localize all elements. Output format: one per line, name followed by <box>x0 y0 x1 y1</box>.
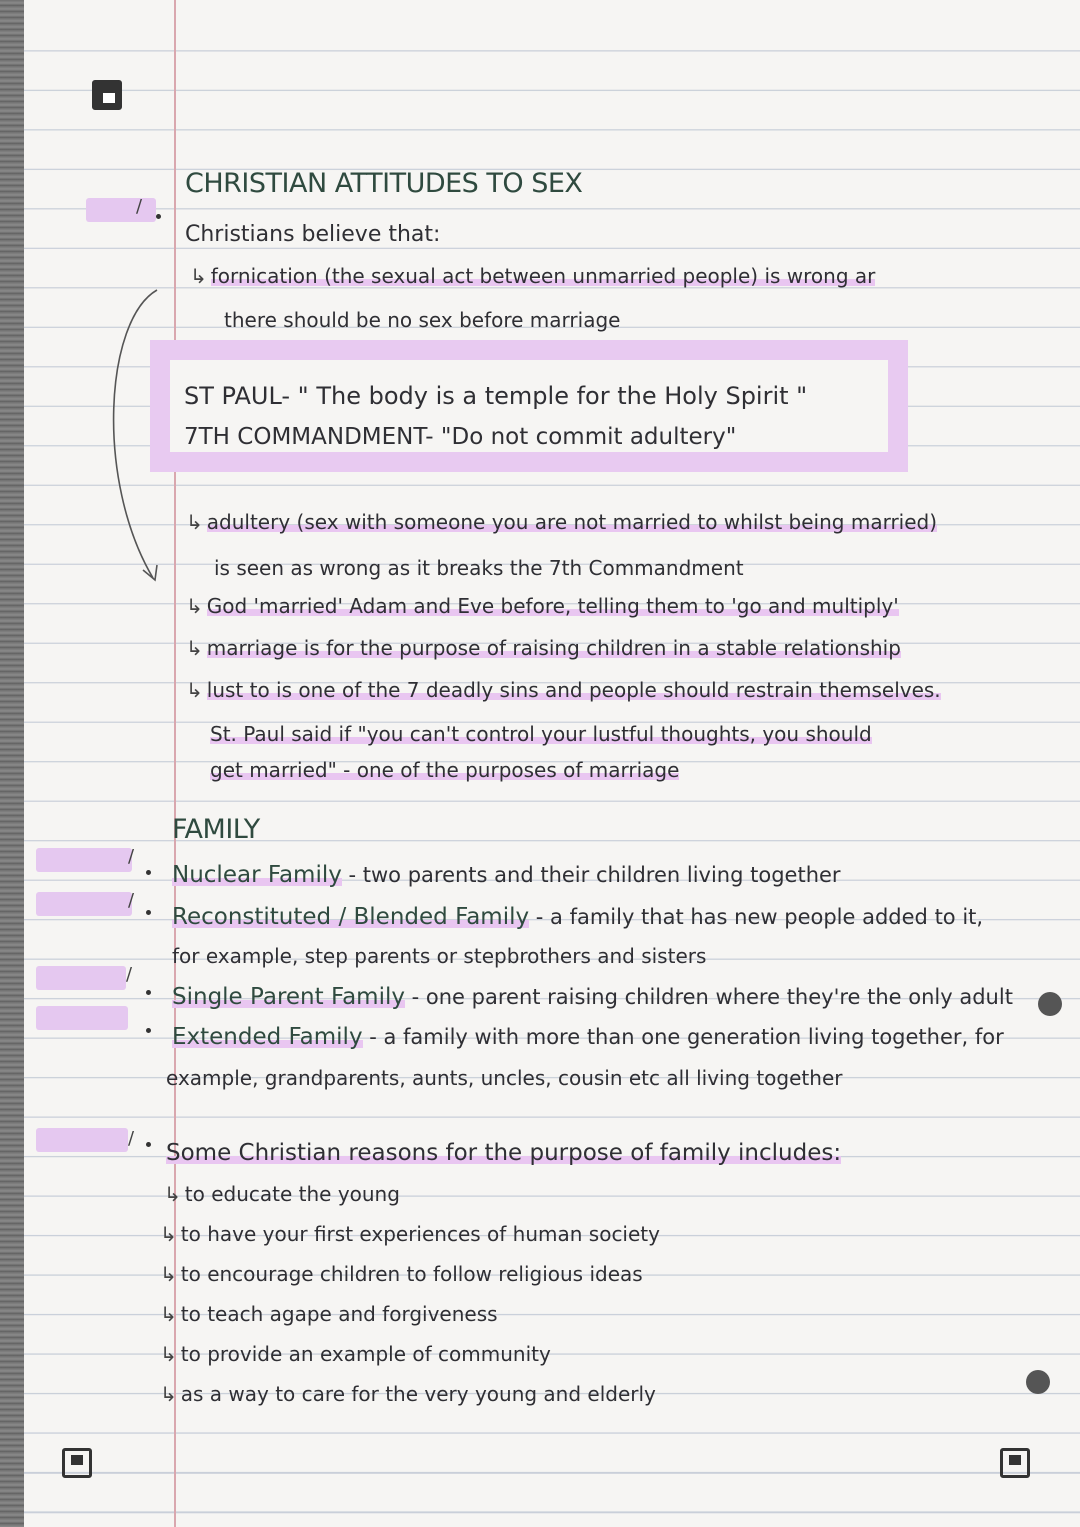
intro-text: Some Christian reasons for the purpose of family includes: <box>166 1140 842 1166</box>
bullet-continuation <box>210 758 679 782</box>
definition-continuation: example, grandparents, aunts, uncles, cousin etc all living together <box>166 1066 843 1090</box>
list-item-text: to encourage children to follow religious ideas <box>180 1262 643 1286</box>
bullet-text: fornication (the sexual act between unmarried people) is wrong ar <box>210 264 876 288</box>
checkmark-icon: / <box>126 964 133 985</box>
arrow-bullet-icon: ↳ <box>186 636 203 660</box>
bullet-adam-eve <box>186 594 899 618</box>
family-nuclear <box>172 862 841 888</box>
margin-highlight-mark <box>36 1128 128 1152</box>
definition: - a family with more than one generation living together, for <box>362 1025 1004 1049</box>
list-item <box>160 1222 660 1246</box>
term: Nuclear Family <box>172 862 342 888</box>
arrow-bullet-icon: ↳ <box>186 510 203 534</box>
checkmark-icon: / <box>128 890 135 911</box>
arrow-bullet-icon: ↳ <box>160 1382 177 1406</box>
bullet-continuation: there should be no sex before marriage <box>224 308 621 332</box>
bullet-lust <box>186 678 941 702</box>
list-item-text: to educate the young <box>184 1182 400 1206</box>
list-item <box>164 1182 400 1206</box>
family-extended <box>172 1024 1004 1050</box>
bullet-text: lust to is one of the 7 deadly sins and people should restrain themselves. <box>206 678 941 702</box>
arrow-bullet-icon: ↳ <box>186 594 203 618</box>
section-title: FAMILY <box>172 814 260 845</box>
arrow-bullet-icon: ↳ <box>164 1182 181 1206</box>
bullet-dot <box>146 1142 151 1147</box>
bullet-text: get married" - one of the purposes of marriage <box>210 758 680 782</box>
corner-marker-icon <box>92 80 122 110</box>
checkmark-icon: / <box>136 196 143 217</box>
bullet-dot <box>146 910 151 915</box>
bullet-text: adultery (sex with someone you are not married to whilst being married) <box>206 510 938 534</box>
bullet-continuation <box>210 722 872 746</box>
arrow-bullet-icon: ↳ <box>160 1262 177 1286</box>
bullet-text: St. Paul said if "you can't control your lustful thoughts, you should <box>210 722 872 746</box>
bullet-dot <box>146 870 151 875</box>
definition: - two parents and their children living together <box>341 863 841 887</box>
bullet-dot <box>156 214 161 219</box>
arrow-bullet-icon: ↳ <box>190 264 207 288</box>
list-item-text: to have your first experiences of human society <box>180 1222 660 1246</box>
intro-text: Christians believe that: <box>185 222 441 247</box>
definition: - one parent raising children where they're the only adult <box>404 985 1013 1009</box>
bullet-dot <box>146 1028 151 1033</box>
punch-hole-icon <box>1038 992 1062 1016</box>
definition-continuation: for example, step parents or stepbrothers and sisters <box>172 944 707 968</box>
bullet-text: God 'married' Adam and Eve before, telling them to 'go and multiply' <box>206 594 899 618</box>
list-item <box>160 1302 498 1326</box>
arrow-bullet-icon: ↳ <box>160 1342 177 1366</box>
arrow-bullet-icon: ↳ <box>160 1222 177 1246</box>
bullet-dot <box>146 990 151 995</box>
definition: - a family that has new people added to it, <box>529 905 984 929</box>
term: Single Parent Family <box>172 984 405 1010</box>
list-item-text: to provide an example of community <box>180 1342 551 1366</box>
list-item <box>160 1262 643 1286</box>
bullet-text: marriage is for the purpose of raising children in a stable relationship <box>206 636 901 660</box>
bullet-marriage-purpose <box>186 636 901 660</box>
margin-highlight-mark <box>36 846 135 872</box>
term: Reconstituted / Blended Family <box>172 904 530 930</box>
list-item-text: as a way to care for the very young and elderly <box>180 1382 656 1406</box>
margin-highlight-mark <box>36 890 135 916</box>
bullet-adultery <box>186 510 937 534</box>
family-purpose-intro <box>166 1140 841 1166</box>
spiral-binding <box>0 0 24 1527</box>
bullet-continuation: is seen as wrong as it breaks the 7th Commandment <box>214 556 744 580</box>
quote-7th-commandment: 7TH COMMANDMENT- "Do not commit adultery" <box>184 424 737 450</box>
section-title: CHRISTIAN ATTITUDES TO SEX <box>185 168 583 199</box>
corner-marker-icon <box>1000 1448 1030 1478</box>
family-single-parent <box>172 984 1013 1010</box>
corner-marker-icon <box>62 1448 92 1478</box>
checkmark-icon: / <box>128 846 135 867</box>
arrow-bullet-icon: ↳ <box>160 1302 177 1326</box>
quote-st-paul: ST PAUL- " The body is a temple for the Holy Spirit " <box>184 382 808 410</box>
margin-highlight-mark <box>36 966 126 990</box>
checkmark-icon: / <box>128 1128 135 1149</box>
margin-highlight-mark <box>36 1006 128 1030</box>
list-item <box>160 1342 551 1366</box>
margin-line <box>174 0 176 1527</box>
bullet-fornication <box>190 264 875 288</box>
list-item <box>160 1382 656 1406</box>
term: Extended Family <box>172 1024 363 1050</box>
margin-highlight-mark <box>86 198 156 222</box>
arrow-bullet-icon: ↳ <box>186 678 203 702</box>
list-item-text: to teach agape and forgiveness <box>180 1302 498 1326</box>
punch-hole-icon <box>1026 1370 1050 1394</box>
family-blended <box>172 904 983 930</box>
